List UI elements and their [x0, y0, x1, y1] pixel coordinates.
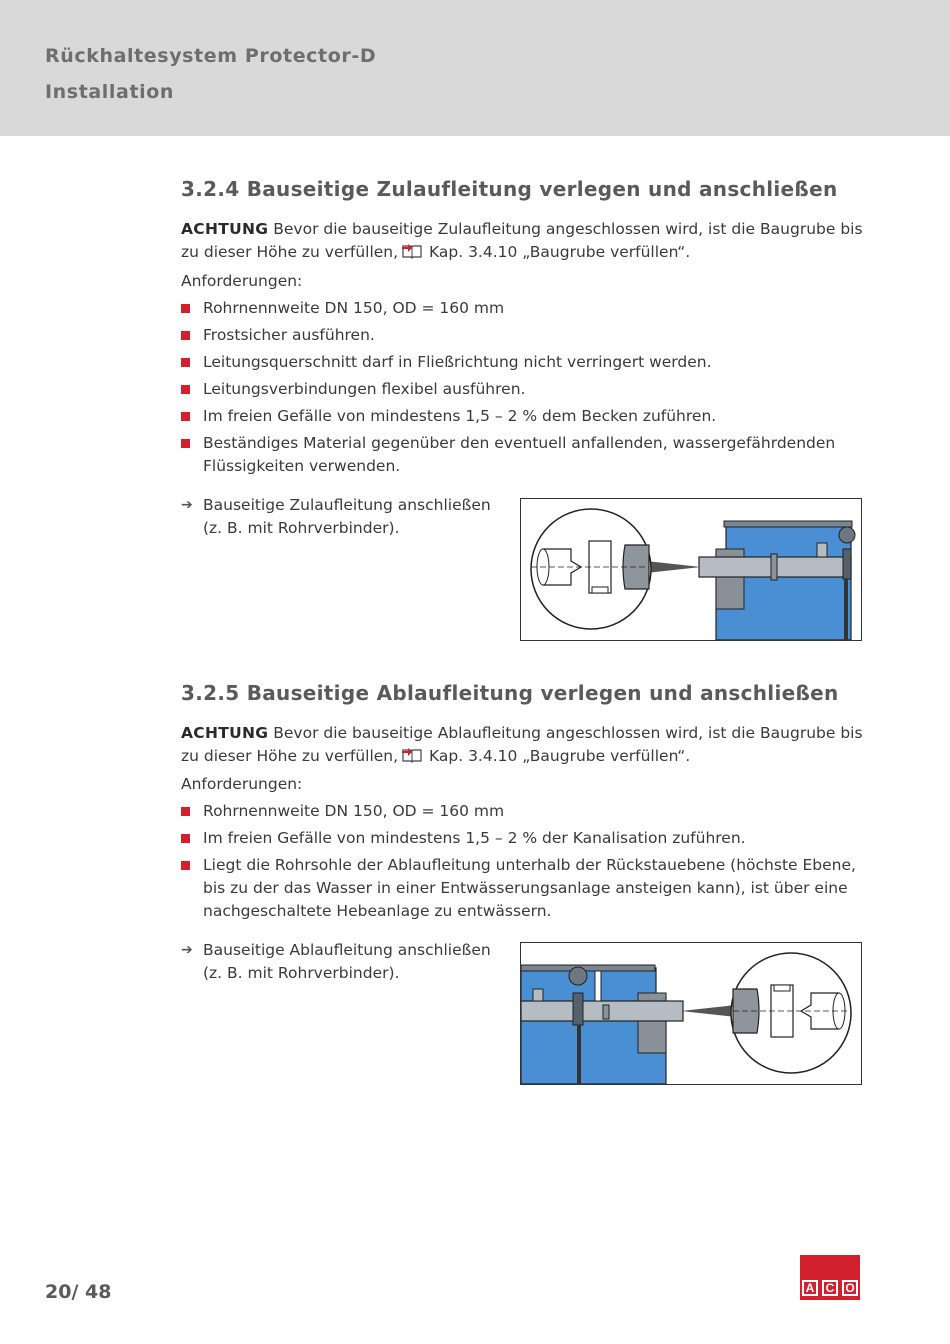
- warning-label: ACHTUNG: [181, 220, 269, 238]
- chapter-reference-link[interactable]: Kap. 3.4.10 „Baugrube verfüllen“.: [424, 243, 691, 261]
- bullet-square-icon: [181, 412, 190, 421]
- page-header: [0, 0, 950, 136]
- list-item: Im freien Gefälle von mindestens 1,5 – 2 % der Kanalisation zuführen.: [181, 827, 861, 850]
- bullet-square-icon: [181, 358, 190, 367]
- logo-letter: A: [802, 1280, 818, 1296]
- requirements-label: Anforderungen:: [181, 775, 303, 793]
- requirements-label: Anforderungen:: [181, 272, 303, 290]
- warning-paragraph-inlet: [181, 218, 871, 266]
- arrow-right-icon: ➔: [181, 497, 193, 513]
- document-subtitle: Installation: [45, 81, 175, 103]
- list-item: Beständiges Material gegenüber den eventuell anfallenden, wassergefährdenden Flüssigkeiten verwenden.: [181, 432, 861, 478]
- section-title-inlet: 3.2.4 Bauseitige Zulaufleitung verlegen und anschließen: [181, 177, 838, 201]
- section-title-outlet: 3.2.5 Bauseitige Ablaufleitung verlegen und anschließen: [181, 681, 839, 705]
- outlet-connection-illustration: [520, 942, 862, 1085]
- page-number: 20/ 48: [45, 1281, 112, 1303]
- list-item: Im freien Gefälle von mindestens 1,5 – 2 % dem Becken zuführen.: [181, 405, 861, 428]
- warning-paragraph-outlet: [181, 722, 871, 770]
- warning-text: Bevor die bauseitige Zulaufleitung angeschlossen wird, ist die Baugrube bis zu dieser Höhe zu verfüllen,: [181, 220, 863, 261]
- chapter-reference-link[interactable]: Kap. 3.4.10 „Baugrube verfüllen“.: [424, 747, 691, 765]
- list-item: Rohrnennweite DN 150, OD = 160 mm: [181, 800, 861, 823]
- aco-logo: [800, 1255, 860, 1300]
- bullet-square-icon: [181, 385, 190, 394]
- bullet-square-icon: [181, 331, 190, 340]
- warning-text: Bevor die bauseitige Ablaufleitung angeschlossen wird, ist die Baugrube bis zu dieser Höhe zu verfüllen,: [181, 724, 863, 765]
- book-reference-icon: [402, 243, 422, 266]
- list-item: Liegt die Rohrsohle der Ablaufleitung unterhalb der Rückstauebene (höchste Ebene, bis zu der das Wasser in einer Entwässerungsanlage ansteigen kann), ist über eine nachgeschaltete Hebeanlage zu entwässern.: [181, 854, 861, 923]
- requirements-list-outlet: [181, 800, 861, 927]
- list-item: Leitungsquerschnitt darf in Fließrichtung nicht verringert werden.: [181, 351, 861, 374]
- bullet-square-icon: [181, 834, 190, 843]
- arrow-right-icon: ➔: [181, 942, 193, 958]
- document-title: Rückhaltesystem Protector-D: [45, 45, 377, 67]
- requirements-list-inlet: [181, 297, 861, 482]
- instruction-step-outlet: ➔ Bauseitige Ablaufleitung anschließen (z. B. mit Rohrverbinder).: [181, 941, 491, 982]
- bullet-square-icon: [181, 439, 190, 448]
- bullet-square-icon: [181, 807, 190, 816]
- list-item: Rohrnennweite DN 150, OD = 160 mm: [181, 297, 861, 320]
- bullet-square-icon: [181, 861, 190, 870]
- logo-letter: C: [822, 1280, 838, 1296]
- warning-label: ACHTUNG: [181, 724, 269, 742]
- instruction-step-inlet: ➔ Bauseitige Zulaufleitung anschließen (z. B. mit Rohrverbinder).: [181, 496, 491, 537]
- book-reference-icon: [402, 747, 422, 770]
- logo-letter: O: [842, 1280, 858, 1296]
- bullet-square-icon: [181, 304, 190, 313]
- list-item: Leitungsverbindungen flexibel ausführen.: [181, 378, 861, 401]
- inlet-connection-illustration: [520, 498, 862, 641]
- list-item: Frostsicher ausführen.: [181, 324, 861, 347]
